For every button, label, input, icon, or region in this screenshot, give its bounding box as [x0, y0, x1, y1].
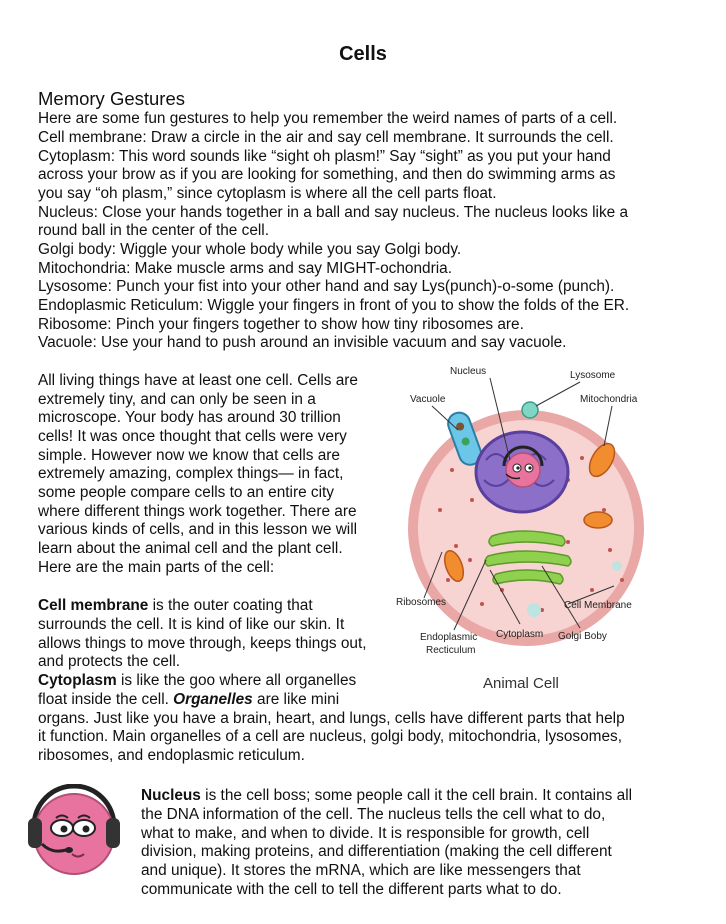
memory-line: Nucleus: Close your hands together in a ball and say nucleus. The nucleus looks like a [38, 204, 629, 221]
intro-line: extremely amazing, complex things— in fact, [38, 465, 344, 482]
label-er-1: Endoplasmic [420, 632, 478, 643]
memory-line: Vacuole: Use your hand to push around an invisible vacuum and say vacuole. [38, 334, 567, 351]
golgi-shape [485, 531, 571, 584]
membrane-line [38, 597, 313, 616]
intro-line: where different things work together. There are [38, 503, 357, 520]
nucleus-line: and unique). It stores the mRNA, which are like messengers that [141, 862, 581, 879]
memory-gestures-heading: Memory Gestures [38, 88, 186, 109]
cytoplasm-line: organs. Just like you have a brain, heart, and lungs, cells have different parts that help [38, 710, 625, 727]
membrane-text: is the outer coating that [148, 597, 313, 614]
diagram-caption: Animal Cell [483, 675, 559, 692]
intro-line: various kinds of cells, and in this lesson we will [38, 521, 358, 538]
intro-line: some people compare cells to an entire city [38, 484, 334, 501]
label-er-2: Recticulum [426, 645, 476, 656]
nucleus-line [141, 787, 632, 806]
intro-line: All living things have at least one cell. Cells are [38, 372, 358, 389]
membrane-line: surrounds the cell. It is kind of like our skin. It [38, 616, 345, 633]
nucleus-line: division, making proteins, and differentiation (making the cell different [141, 843, 612, 860]
intro-line: microscope. Your body has around 30 trillion [38, 409, 341, 426]
memory-line: Endoplasmic Reticulum: Wiggle your fingers in front of you to show the folds of the ER. [38, 297, 630, 314]
nucleus-line: what to make, and when to divide. It is responsible for growth, cell [141, 825, 590, 842]
label-vacuole: Vacuole [410, 394, 446, 405]
intro-line: learn about the animal cell and the plant cell. [38, 540, 343, 557]
label-golgi: Golgi Boby [558, 631, 607, 642]
cytoplasm-text: is like the goo where all organelles [116, 672, 357, 689]
intro-line: cells! It was once thought that cells were very [38, 428, 347, 445]
intro-line: simple. However now we know that cells are [38, 447, 340, 464]
nucleus-mascot-icon [22, 784, 126, 878]
nucleus-line: the DNA information of the cell. The nucleus tells the cell what to do, [141, 806, 606, 823]
cytoplasm-line: ribosomes, and endoplasmic reticulum. [38, 747, 305, 764]
membrane-term: Cell membrane [38, 597, 149, 614]
nucleus-line: communicate with the cell to tell the different parts what to do. [141, 881, 562, 898]
cytoplasm-text: float inside the cell. [38, 691, 174, 708]
nucleus-term: Nucleus [141, 787, 201, 804]
memory-line: round ball in the center of the cell. [38, 222, 270, 239]
memory-line: you say “oh plasm,” since cytoplasm is where all the cell parts float. [38, 185, 497, 202]
label-mitochondria: Mitochondria [580, 394, 638, 405]
cytoplasm-term: Cytoplasm [38, 672, 117, 689]
memory-line: Mitochondria: Make muscle arms and say MIGHT-ochondria. [38, 260, 452, 277]
memory-line: Cytoplasm: This word sounds like “sight oh plasm!” Say “sight” as you put your hand [38, 148, 611, 165]
intro-line: extremely tiny, and can only be seen in a [38, 391, 316, 408]
membrane-line: allows things to move through, keeps things out, [38, 635, 367, 652]
cytoplasm-text: are like mini [252, 691, 340, 708]
cytoplasm-line [38, 691, 339, 710]
memory-line: Golgi body: Wiggle your whole body while you say Golgi body. [38, 241, 462, 258]
label-nucleus: Nucleus [450, 366, 487, 377]
memory-line: Ribosome: Pinch your fingers together to show how tiny ribosomes are. [38, 316, 524, 333]
memory-line: Cell membrane: Draw a circle in the air and say cell membrane. It surrounds the cell. [38, 129, 614, 146]
membrane-line: and protects the cell. [38, 653, 181, 670]
cytoplasm-line: it function. Main organelles of a cell are nucleus, golgi body, mitochondria, lysosomes, [38, 728, 623, 745]
nucleus-text: is the cell boss; some people call it the cell brain. It contains all [200, 787, 633, 804]
label-cell-membrane: Cell Membrane [564, 600, 632, 611]
page-title: Cells [339, 43, 387, 65]
animal-cell-diagram [392, 360, 664, 660]
label-ribosomes: Ribosomes [396, 597, 447, 608]
organelles-term: Organelles [173, 691, 253, 708]
label-cytoplasm: Cytoplasm [496, 629, 544, 640]
lysosome-shape [522, 402, 538, 418]
cytoplasm-line [38, 672, 356, 691]
memory-line: Lysosome: Punch your fist into your other hand and say Lys(punch)-o-some (punch). [38, 278, 615, 295]
label-lysosome: Lysosome [570, 370, 616, 381]
intro-line: Here are the main parts of the cell: [38, 559, 275, 576]
memory-line: across your brow as if you are looking for something, and then do swimming arms as [38, 166, 616, 183]
memory-line: Here are some fun gestures to help you remember the weird names of parts of a cell. [38, 110, 618, 127]
